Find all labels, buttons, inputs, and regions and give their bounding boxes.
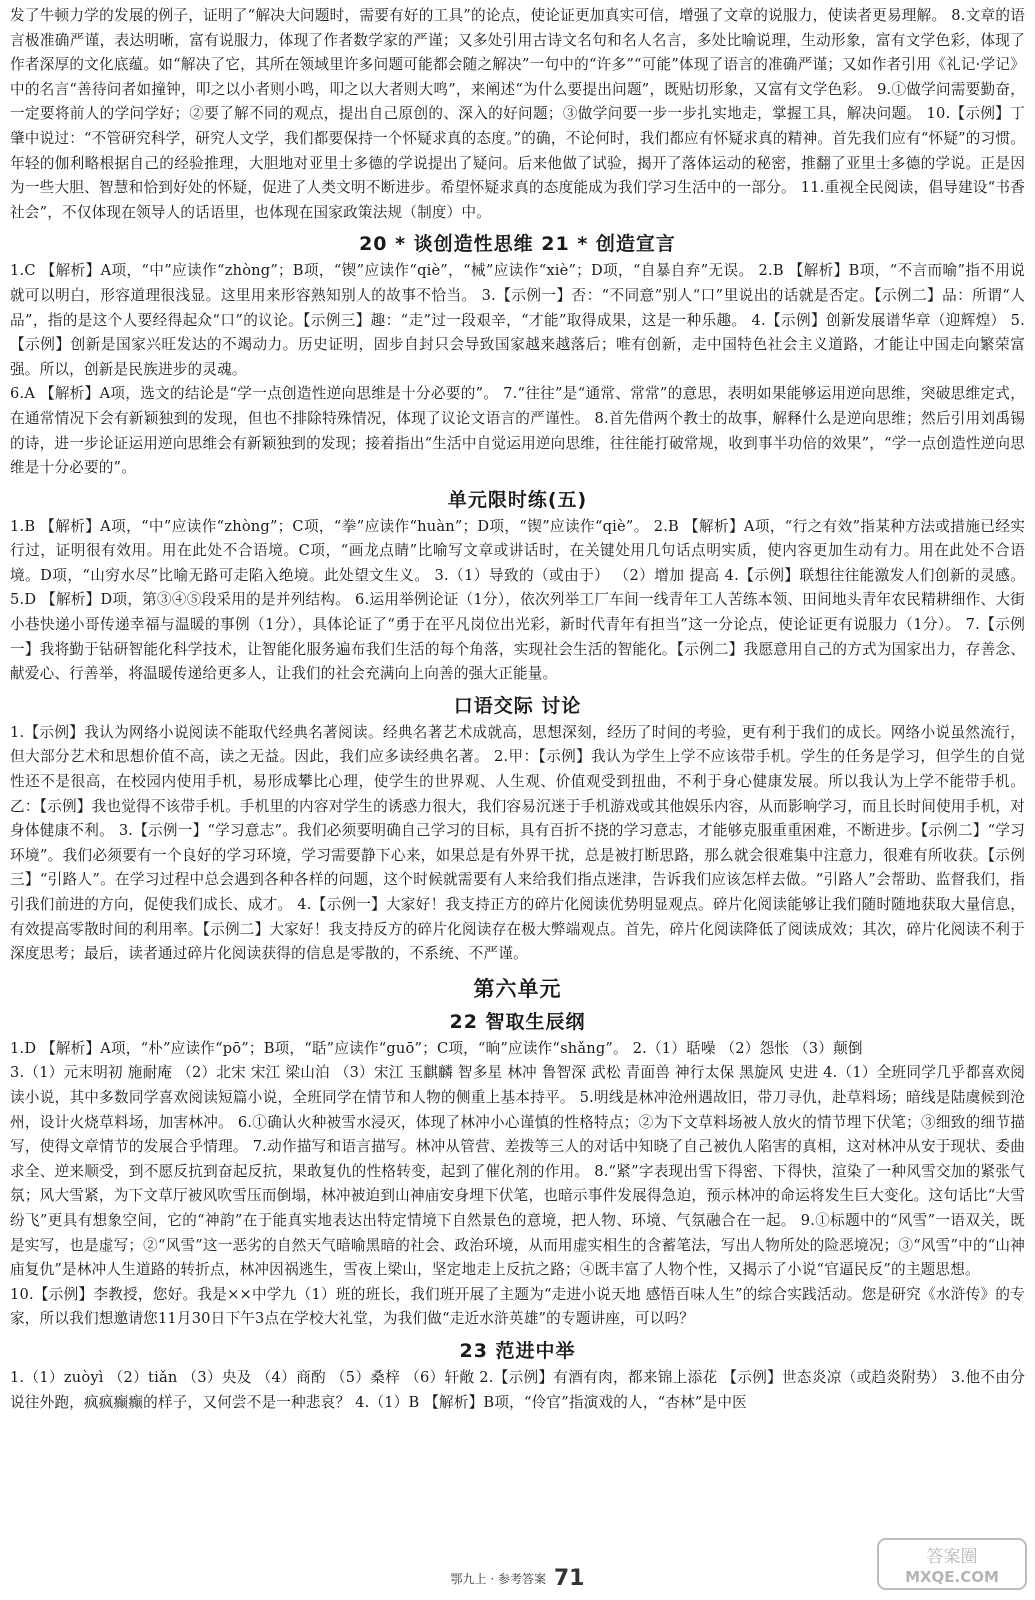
watermark-top: 答案圈 bbox=[926, 1547, 978, 1567]
watermark-bottom: MXQE.COM bbox=[905, 1568, 999, 1586]
answer-paragraph: 1.D 【解析】A项，“朴”应读作“pō”；B项，“聒”应读作“guō”；C项，“晌”应读作“shǎng”。 2.（1）聒噪 （2）怨怅 （3）颠倒 3.（1）元末明初 施耐庵 （2）北宋 宋江 梁山泊 （3）宋江 玉麒麟 智多星 林冲 鲁智深 武松 青面兽 神行太保 黑旋风 史进 4.（1）全班同学几乎都喜欢阅读小说，其中多数同学喜欢阅读短篇小说，全班同学在情节和人物的侧重上基本持平。 5.明线是林冲沧州遇故旧，带刀寻仇，赴草料场；暗线是陆虞候到沧州，设计火烧草料场，加害林冲。 6.①确认火种被雪水浸灭，体现了林冲小心谨慎的性格特点；②为下文草料场被人放火的情节埋下伏笔；③细致的细节描写，使得文章情节的发展合乎情理。 7.动作描写和语言描写。林冲从管营、差拨等三人的对话中知晓了自己被仇人陷害的真相，这对林冲从安于现状、委曲求全、逆来顺受，到不愿反抗到奋起反抗，果敢复仇的性格转变，起到了催化剂的作用。 8.“紧”字表现出雪下得密、下得快，渲染了一种风雪交加的紧张气氛；风大雪紧，为下文草厅被风吹雪压而倒塌，林冲被迫到山神庙安身埋下伏笔，也暗示事件发展得急迫，预示林冲的命运将发生巨大变化。这句话比“大雪纷飞”更具有想象空间，它的“神韵”在于能真实地表达出特定情境下自然景色的意境，把人物、环境、气氛融合在一起。 9.①标题中的“风雪”一语双关，既是实写，也是虚写；②“风雪”这一恶劣的自然天气暗喻黑暗的社会、政治环境，从而用虚实相生的含蓄笔法，写出人物所处的险恶境况；③“风雪”中的“山神庙复仇”是林冲人生道路的转折点，林冲因祸逃生，雪夜上梁山，坚定地走上反抗之路；④既丰富了人物个性，又揭示了小说“官逼民反”的主题思想。 10.【示例】李教授，您好。我是××中学九（1）班的班长，我们班开展了主题为“走进小说天地 感悟百味人生”的综合实践活动。您是研究《水浒传》的专家，所以我们想邀请您11月30日下午3点在学校大礼堂，为我们做“走近水浒英雄”的专题讲座，可以吗？ bbox=[10, 1039, 1025, 1328]
section-heading: 口语交际 讨论 bbox=[453, 694, 582, 717]
answer-paragraph: 1.【示例】我认为网络小说阅读不能取代经典名著阅读。经典名著艺术成就高，思想深刻，经历了时间的考验，更有利于我们的成长。网络小说虽然流行，但大部分艺术和思想价值不高，读之无益。因此，我们应多读经典名著。 2.甲：【示例】我认为学生上学不应该带手机。学生的任务是学习，但学生的自觉性还不是很高，在校园内使用手机，易形成攀比心理，使学生的世界观、人生观、价值观受到扭曲，不利于身心健康发展。所以我认为上学不能带手机。 乙：【示例】我也觉得不该带手机。手机里的内容对学生的诱惑力很大，我们容易沉迷于手机游戏或其他娱乐内容，从而影响学习，而且长时间使用手机，对身体健康不利。 3.【示例一】“学习意志”。我们必须要明确自己学习的目标，具有百折不挠的学习意志，才能够克服重重困难，不断进步。【示例二】“学习环境”。我们必须要有一个良好的学习环境，学习需要静下心来，如果总是有外界干扰，总是被打断思路，那么就会很难集中注意力，很难有所收获。【示例三】“引路人”。在学习过程中总会遇到各种各样的问题，这个时候就需要有人来给我们指点迷津，告诉我们应该怎样去做。“引路人”会帮助、监督我们，指引我们前进的方向，促使我们成长、成才。 4.【示例一】大家好！我支持正方的碎片化阅读优势明显观点。碎片化阅读能够让我们随时随地获取大量信息，有效提高零散时间的利用率。【示例二】大家好！我支持反方的碎片化阅读存在极大弊端观点。首先，碎片化阅读降低了阅读成效；其次，碎片化阅读不利于深度思考；最后，读者通过碎片化阅读获得的信息是零散的，不系统、不严谨。 bbox=[10, 723, 1030, 963]
answer-paragraph: 1.B 【解析】A项，“中”应读作“zhòng”；C项，“拳”应读作“huàn”；D项，“锲”应读作“qiè”。 2.B 【解析】A项，“行之有效”指某种方法或措施已经实行过，证明很有效用。用在此处不合语境。C项，“画龙点睛”比喻写文章或讲话时，在关键处用几句话点明实质，使内容更加生动有力。用在此处不合语境。D项，“山穷水尽”比喻无路可走陷入绝境。此处望文生义。 3.（1）导致的（或由于） （2）增加 提高 4.【示例】联想往往能激发人们创新的灵感。 5.D 【解析】D项，第③④⑤段采用的是并列结构。 6.运用举例论证（1分），依次列举工厂车间一线青年工人苦练本领、田间地头青年农民精耕细作、大街小巷快递小哥传递幸福与温暖的事例（1分），具体论证了“勇于在平凡岗位出光彩，新时代青年有担当”这一分论点，使论证更有说服力（1分）。 7.【示例一】我将勤于钻研智能化科学技术，让智能化服务遍布我们生活的每个角落，实现社会生活的智能化。【示例二】我愿意用自己的方式为国家出力，存善念、献爱心、行善举，将温暖传递给更多人，让我们的社会充满向上向善的强大正能量。 bbox=[10, 517, 1030, 683]
page-number: 71 bbox=[553, 1566, 585, 1591]
answer-paragraph: 1.C 【解析】A项，“中”应读作“zhòng”；B项，“锲”应读作“qiè”，“械”应读作“xiè”；D项，“自暴自弃”无误。 2.B 【解析】B项，“不言而喻”指不用说就可以明白，形容道理很浅显。这里用来形容熟知别人的故事不恰当。 3.【示例一】否：“不同意”别人“口”里说出的话就是否定。【示例二】品：所谓“人品”，指的是这个人要经得起众“口”的议论。【示例三】趣：“走”过一段艰辛，“才能”取得成果，这是一种乐趣。 4.【示例】创新发展谱华章（迎辉煌） 5.【示例】创新是国家兴旺发达的不竭动力。历史证明，固步自封只会导致国家越来越落后；唯有创新，走中国特色社会主义道路，才能让中国走向繁荣富强。所以，创新是民族进步的灵魂。 6.A 【解析】A项，选文的结论是“学一点创造性逆向思维是十分必要的”。 7.“往往”是“通常、常常”的意思，表明如果能够运用逆向思维，突破思维定式，在通常情况下会有新颖独到的发现，但也不排除特殊情况，体现了议论文语言的严谨性。 8.首先借两个教士的故事，解释什么是逆向思维；然后引用刘禹锡的诗，进一步论证运用逆向思维会有新颖独到的发现；接着指出“生活中自觉运用逆向思维，往往能打破常规，收到事半功倍的效果”，“学一点创造性逆向思维是十分必要的”。 bbox=[10, 262, 1025, 477]
section-heading: 第六单元 bbox=[473, 976, 562, 1001]
watermark-logo bbox=[877, 1538, 1027, 1590]
section-heading: 23 范进中举 bbox=[459, 1339, 576, 1362]
section-heading: 单元限时练(五) bbox=[447, 488, 588, 511]
section-heading: 22 智取生辰纲 bbox=[449, 1010, 586, 1033]
page-content bbox=[10, 4, 1030, 1415]
section-heading: 20 * 谈创造性思维 21 * 创造宣言 bbox=[359, 233, 676, 256]
answer-paragraph: 发了牛顿力学的发展的例子，证明了“解决大问题时，需要有好的工具”的论点，使论证更加真实可信，增强了文章的说服力，使读者更易理解。 8.文章的语言极准确严谨，表达明晰，富有说服力，体现了作者数学家的严谨；又多处引用古诗文名句和名人名言，多处比喻说理，生动形象，富有文学色彩，体现了作者深厚的文化底蕴。如“解决了它，其所在领域里许多问题可能都会随之解决”一句中的“许多”“可能”体现了语言的准确严谨；又如作者引用《礼记·学记》中的名言“善待问者如撞钟，叩之以小者则小鸣，叩之以大者则大鸣”，来阐述“为什么要提出问题”，既贴切形象，又富有文学色彩。 9.①做学问需要勤奋，一定要将前人的学问学好；②要了解不同的观点，提出自己原创的、深入的好问题；③做学问要一步一步扎实地走，掌握工具，解决问题。 10.【示例】丁肇中说过：“不管研究科学，研究人文学，我们都要保持一个怀疑求真的态度。”的确，不论何时，我们都应有怀疑求真的精神。首先我们应有“怀疑”的习惯。年轻的伽利略根据自己的经验推理，大胆地对亚里士多德的学说提出了疑问。后来他做了试验，揭开了落体运动的秘密，推翻了亚里士多德的学说。正是因为一些大胆、智慧和恰到好处的怀疑，促进了人类文明不断进步。希望怀疑求真的态度能成为我们学习生活中的一部分。 11.重视全民阅读，倡导建设“书香社会”，不仅体现在领导人的话语里，也体现在国家政策法规（制度）中。 bbox=[10, 7, 1025, 221]
footer-label: 鄂九上 · 参考答案 bbox=[450, 1572, 546, 1586]
answer-paragraph: 1.（1）zuòyì （2）tiǎn （3）央及 （4）商酌 （5）桑梓 （6）轩敞 2.【示例】有酒有肉，都来锦上添花 【示例】世态炎凉（或趋炎附势） 3.他不由分说往外跑，疯疯癫癫的样子，又何尝不是一种悲哀？ 4.（1）B 【解析】B项，“伶官”指演戏的人，“杏林”是中医 bbox=[10, 1368, 1025, 1411]
